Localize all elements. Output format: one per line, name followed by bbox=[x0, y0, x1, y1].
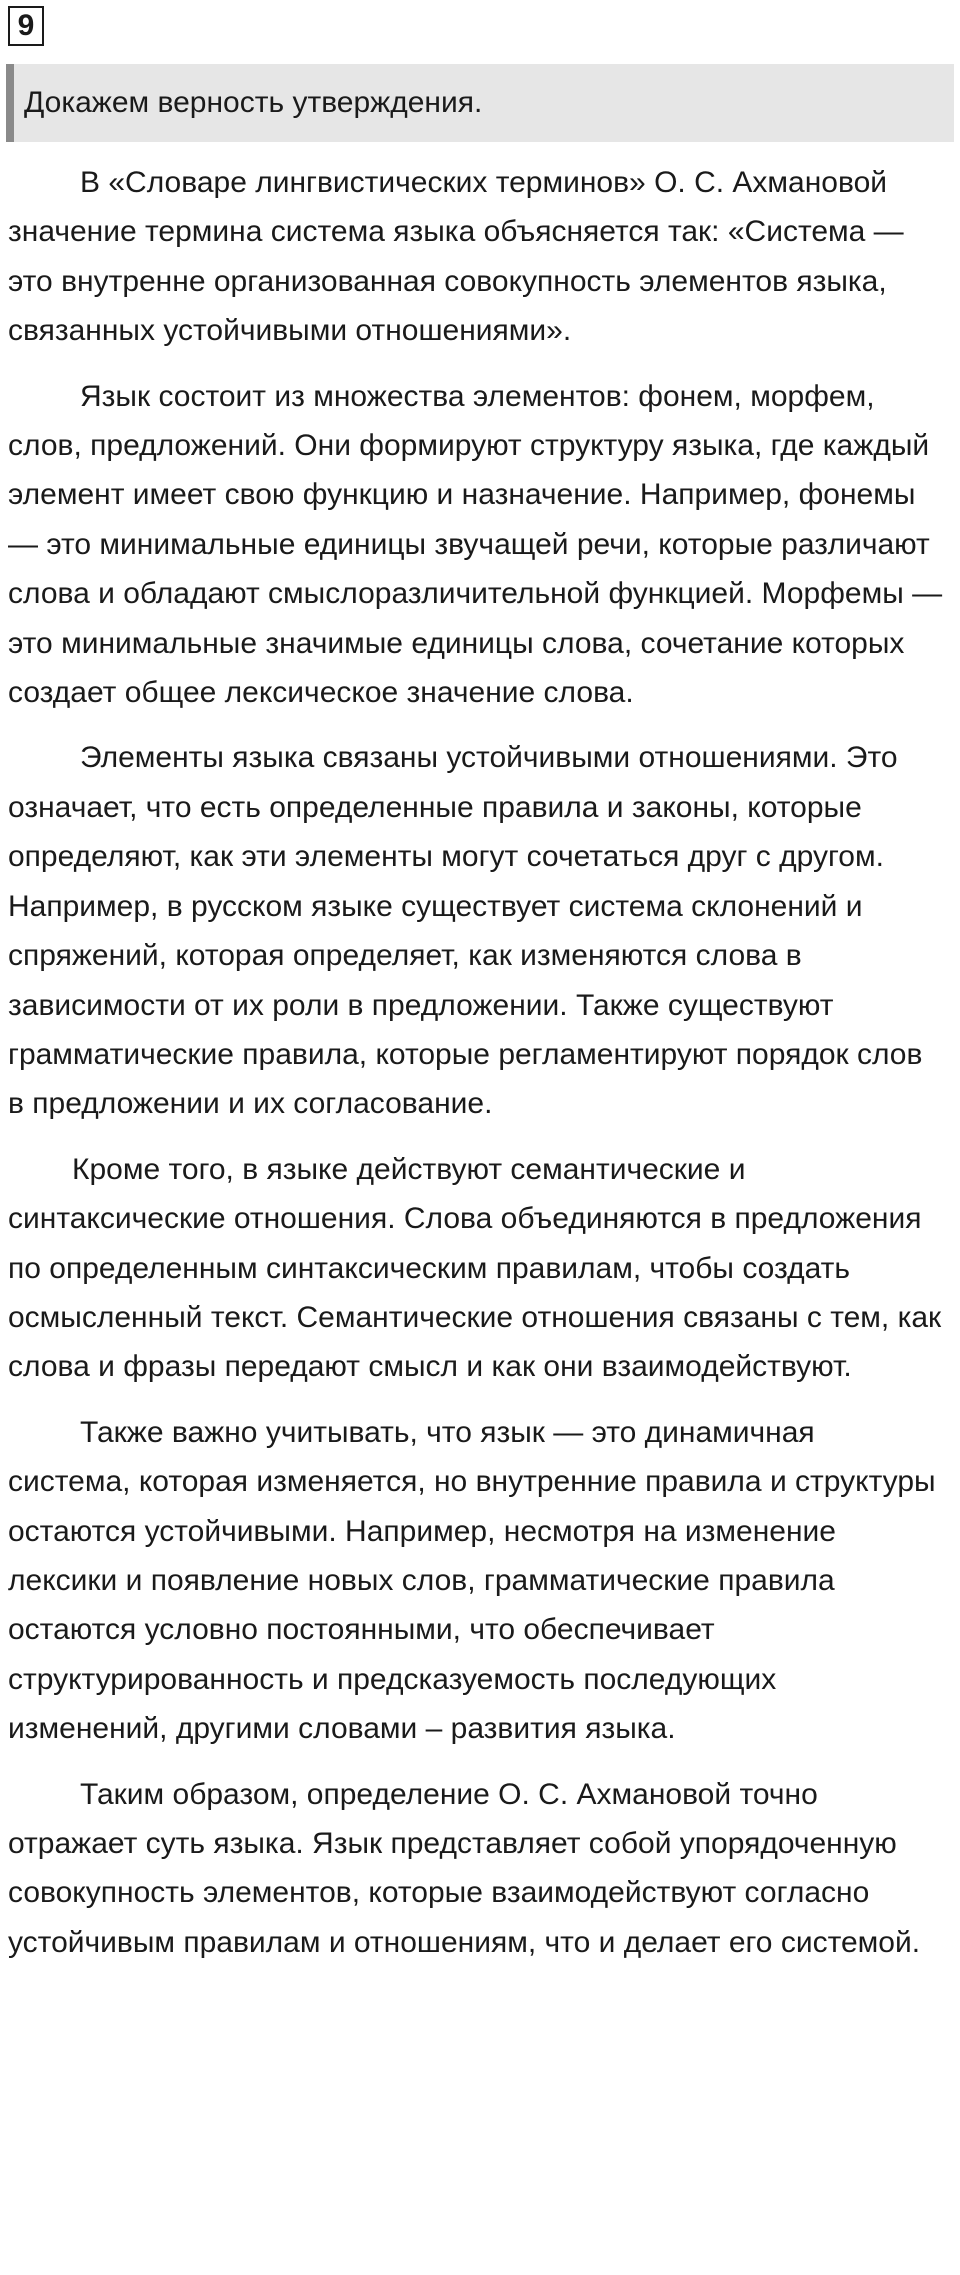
paragraph-dynamics: Также важно учитывать, что язык — это динамичная система, которая изменяется, но внутренние правила и структуры остаются устойчивыми. Например, несмотря на изменение лексики и появление новых слов, грамматические правила остаются условно постоянными, что обеспечивает структурированность и предсказуемость последующих изменений, другими словами – развития языка. bbox=[8, 1415, 936, 1746]
paragraph-conclusion: Таким образом, определение О. С. Ахмановой точно отражает суть языка. Язык представляет собой упорядоченную совокупность элементов, которые взаимодействуют согласно устойчивым правилам и отношениям, что и делает его системой. bbox=[8, 1777, 921, 1959]
paragraph-elements: Язык состоит из множества элементов: фонем, морфем, слов, предложений. Они формируют структуру языка, где каждый элемент имеет свою функцию и назначение. Например, фонемы — это минимальные единицы звучащей речи, которые различают слова и обладают смыслоразличительной функцией. Морфемы — это минимальные значимые единицы слова, сочетание которых создает общее лексическое значение слова. bbox=[8, 379, 943, 710]
answer-text bbox=[8, 158, 943, 1983]
statement-callout: Докажем верность утверждения. bbox=[6, 64, 954, 142]
paragraph-semantics: Кроме того, в языке действуют семантические и синтаксические отношения. Слова объединяются в предложения по определенным синтаксическим правилам, чтобы создать осмысленный текст. Семантические отношения связаны с тем, как слова и фразы передают смысл и как они взаимодействуют. bbox=[8, 1152, 942, 1384]
paragraph-relations: Элементы языка связаны устойчивыми отношениями. Это означает, что есть определенные правила и законы, которые определяют, как эти элементы могут сочетаться друг с другом. Например, в русском языке существует система склонений и спряжений, которая определяет, как изменяются слова в зависимости от их роли в предложении. Также существуют грамматические правила, которые регламентируют порядок слов в предложении и их согласование. bbox=[8, 741, 923, 1121]
paragraph-definition: В «Словаре лингвистических терминов» О. С. Ахмановой значение термина система языка объясняется так: «Система — это внутренне организованная совокупность элементов языка, связанных устойчивыми отношениями». bbox=[8, 166, 904, 348]
task-number-badge: 9 bbox=[8, 6, 44, 46]
